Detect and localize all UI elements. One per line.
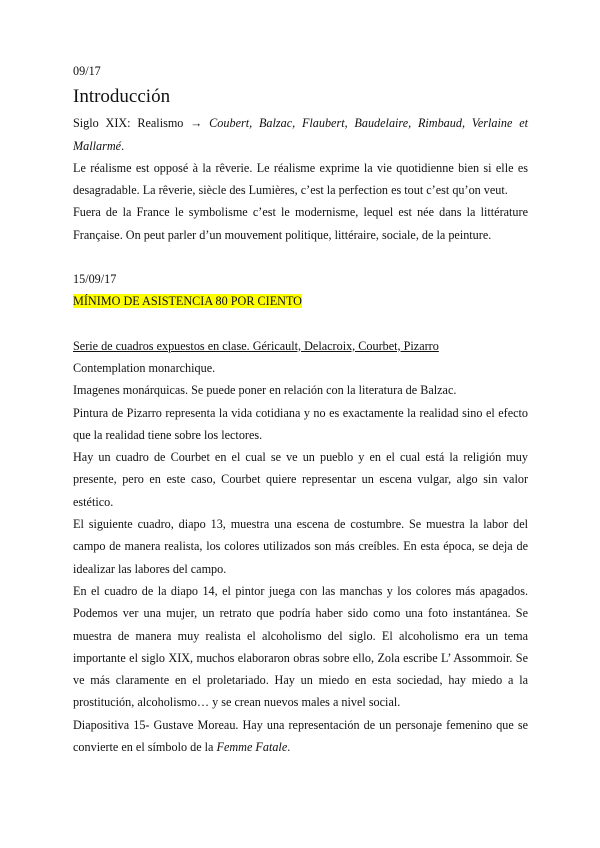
date-2: 15/09/17 (73, 272, 117, 287)
authors-list: Coubert, Balzac, Flaubert, Baudelaire, Rimbaud, Verlaine et Mallarmé (73, 116, 528, 153)
spacer (73, 313, 528, 335)
moreau-text: Diapositiva 15- Gustave Moreau. Hay una representación de un personaje femenino que se convierte en el símbolo de la (73, 717, 528, 755)
document-page (73, 60, 528, 758)
paragraph-symbolism: Fuera de la France le symbolisme c’est le modernisme, lequel est née dans la littérature Française. On peut parler d’un mouvement politique, littéraire, sociale, de la peinture. (73, 205, 528, 242)
moreau-suffix: . (287, 740, 291, 755)
realism-prefix: Siglo XIX: Realismo → (73, 116, 210, 131)
paragraph-realism: Le réalisme est opposé à la rêverie. Le réalisme exprime la vie quotidienne bien si elle es desagradable. La rêverie, siècle des Lumières, c’est la perfection es tout c’est qu’on veut. (73, 160, 528, 198)
paragraph-diapo-13: El siguiente cuadro, diapo 13, muestra una escena de costumbre. Se muestra la labor del campo de manera realista, los colores utilizados son más creíbles. En esta época, se deja de idealizar las labores del campo. (73, 517, 528, 576)
highlighted-text: MÍNIMO DE ASISTENCIA 80 POR CIENTO (73, 294, 302, 309)
section-title: Introducción (73, 86, 171, 108)
spacer (73, 246, 528, 268)
realism-suffix: . (121, 138, 125, 153)
paragraph-pizarro: Pintura de Pizarro representa la vida cotidiana y no es exactamente la realidad sino el efecto que la realidad tiene sobre los lectores. (73, 405, 528, 442)
paragraph-contemplation: Contemplation monarchique. (73, 360, 216, 375)
paragraph-monarchic-images: Imagenes monárquicas. Se puede poner en relación con la literatura de Balzac. (73, 383, 457, 398)
paragraph-courbet: Hay un cuadro de Courbet en el cual se ve un pueblo y en el cual está la religión muy presente, pero en este caso, Courbet quiere representar un escena vulgar, algo sin valor estético. (73, 450, 528, 509)
paintings-series-heading (73, 335, 528, 357)
femme-fatale: Femme Fatale (216, 740, 288, 755)
attendance-note (73, 290, 528, 312)
underlined-heading: Serie de cuadros expuestos en clase. Géricault, Delacroix, Courbet, Pizarro (73, 338, 439, 353)
date-1: 09/17 (73, 64, 101, 78)
paragraph-diapo-15 (73, 714, 528, 759)
realism-authors-line (73, 112, 528, 157)
paragraph-diapo-14: En el cuadro de la diapo 14, el pintor juega con las manchas y los colores más apagados. Podemos ver una mujer, un retrato que podría haber sido como una foto instantánea. Se muestra de manera muy realista el alcoholismo del siglo. El alcoholismo era un tema importante el siglo XIX, muchos elaboraron obras sobre ello, Zola escribe L’ Assommoir. Se ve más claramente en el proletariado. Hay un miedo en esta sociedad, hay miedo a la prostitución, alcoholismo… y se crean nuevos males a nivel social. (73, 583, 528, 710)
